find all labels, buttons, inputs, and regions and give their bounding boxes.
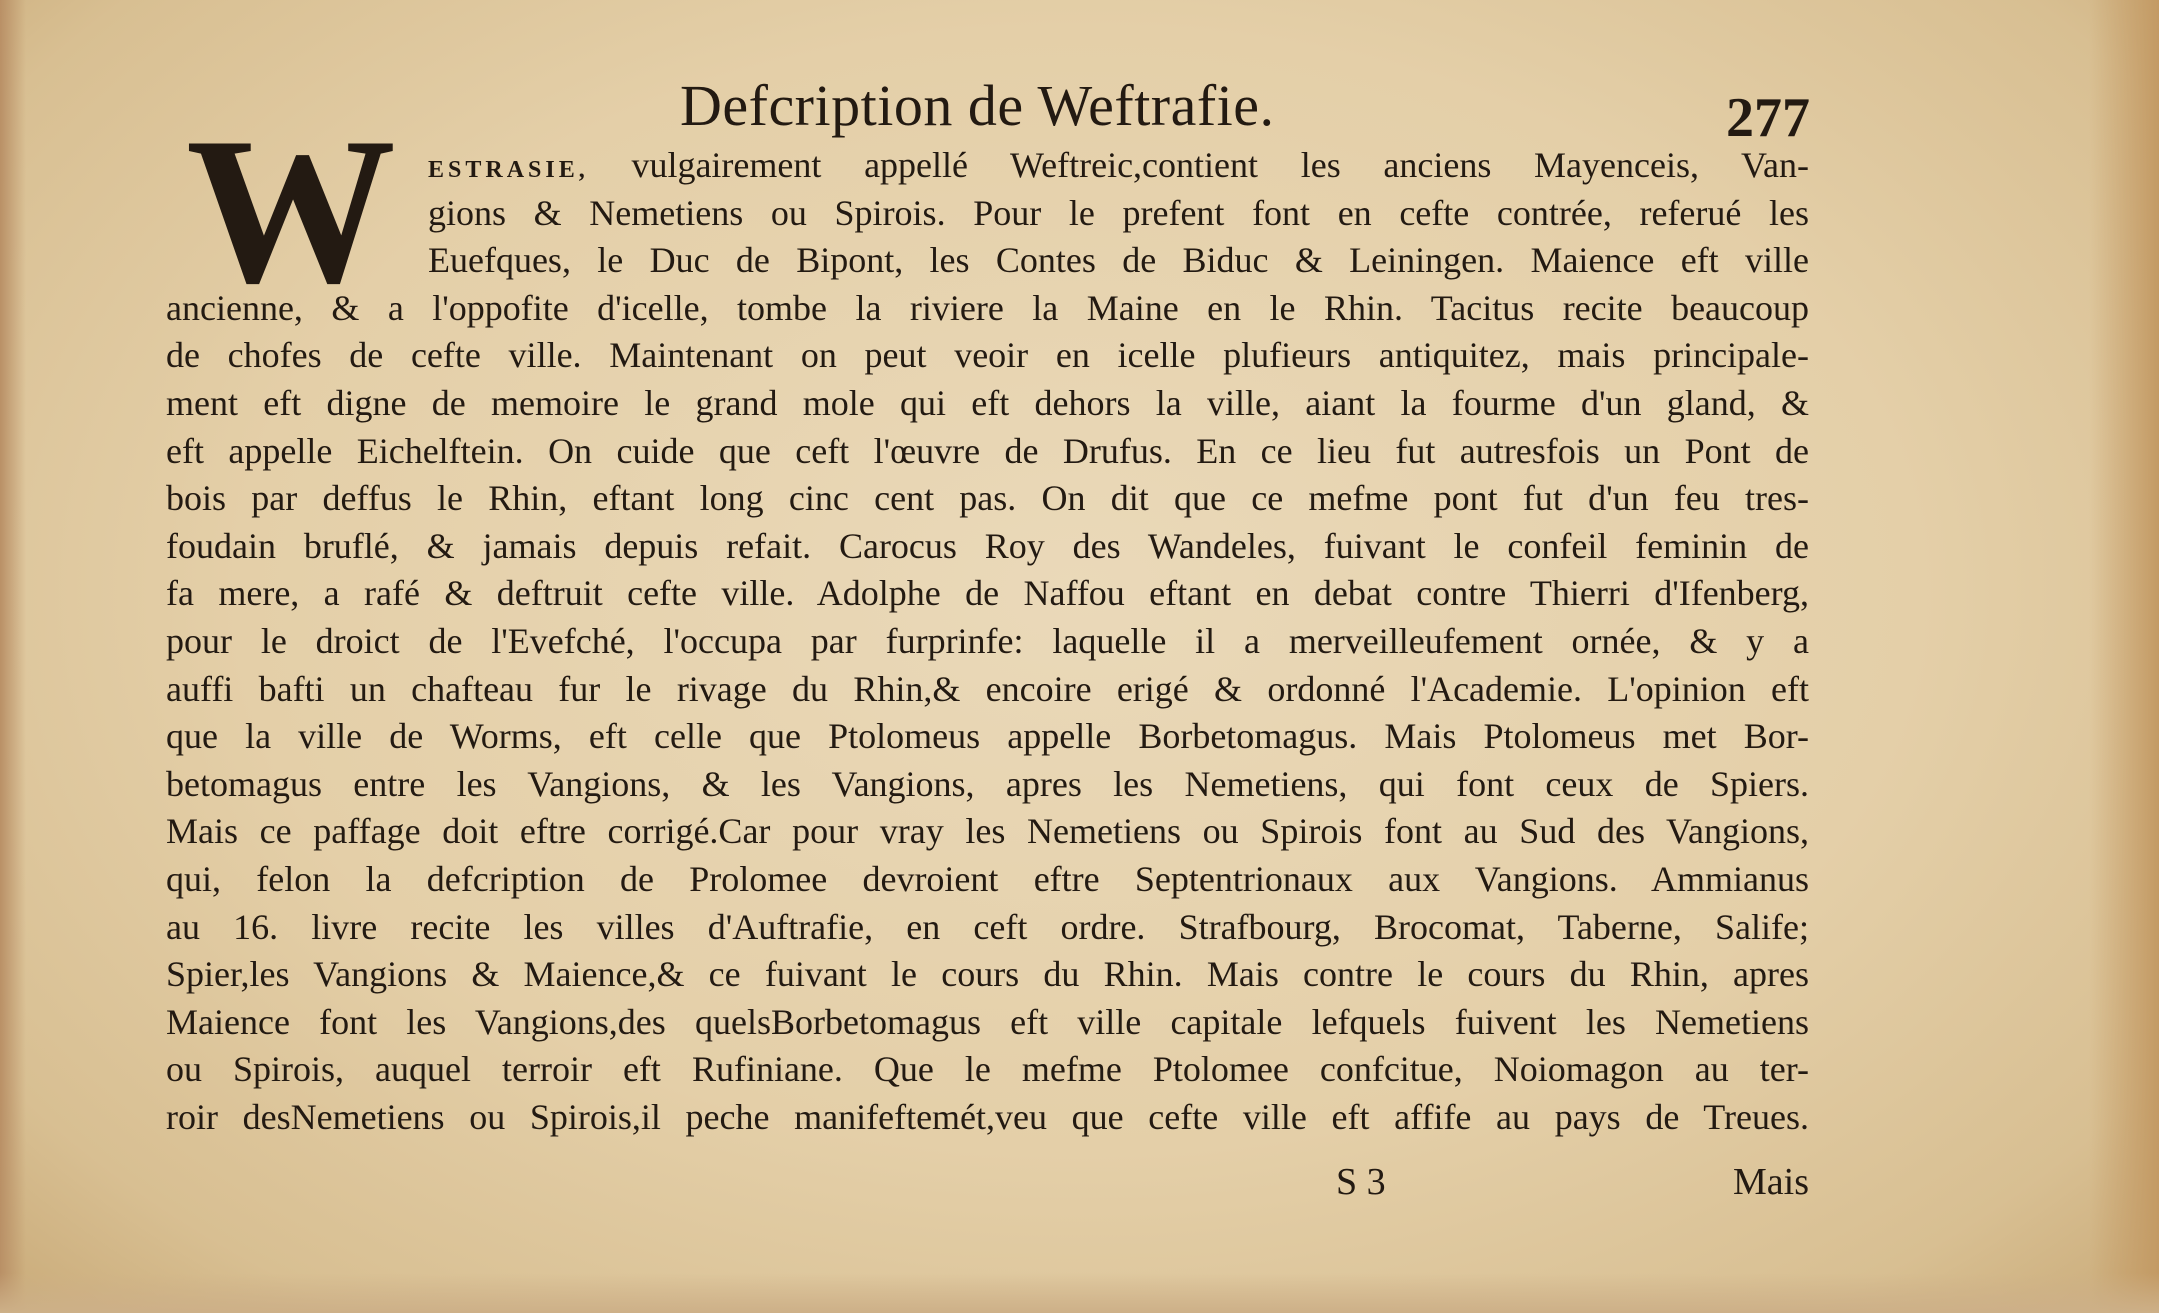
text-line: Spier,les Vangions & Maience,& ce fuivant le cours du Rhin. Mais contre le cours du Rhin, apres bbox=[166, 954, 1809, 995]
text-line: pour le droict de l'Evefché, l'occupa par furprinfe: laquelle il a merveilleufement ornée, & y a bbox=[166, 620, 1809, 661]
text-line: que la ville de Worms, eft celle que Ptolomeus appelle Borbetomagus. Mais Ptolomeus met Bor- bbox=[166, 716, 1809, 757]
page-footer bbox=[166, 1160, 1809, 1210]
text-line: qui, felon la defcription de Prolomee devroient eftre Septentrionaux aux Vangions. Ammianus bbox=[166, 858, 1809, 899]
text-line: ancienne, & a l'oppofite d'icelle, tombe la riviere la Maine en le Rhin. Tacitus recite beaucoup bbox=[166, 287, 1809, 328]
text-line: Euefques, le Duc de Bipont, les Contes de Biduc & Leiningen. Maience eft ville bbox=[428, 240, 1809, 281]
text-line: betomagus entre les Vangions, & les Vangions, apres les Nemetiens, qui font ceux de Spiers. bbox=[166, 763, 1809, 804]
text-line: Mais ce paffage doit eftre corrigé.Car pour vray les Nemetiens ou Spirois font au Sud des Vangions, bbox=[166, 811, 1809, 852]
text-line: roir desNemetiens ou Spirois,il peche manifeftemét,veu que cefte ville eft affife au pays de Treues. bbox=[166, 1096, 1809, 1137]
text-line: ou Spirois, auquel terroir eft Rufiniane. Que le mefme Ptolomee confcitue, Noiomagon au ter- bbox=[166, 1049, 1809, 1090]
text-line: bois par deffus le Rhin, eftant long cinc cent pas. On dit que ce mefme pont fut d'un feu tres- bbox=[166, 478, 1809, 519]
text-line: eft appelle Eichelftein. On cuide que ceft l'œuvre de Drufus. En ce lieu fut autresfois un Pont de bbox=[166, 430, 1809, 471]
text-line: gions & Nemetiens ou Spirois. Pour le prefent font en cefte contrée, referué les bbox=[428, 192, 1809, 233]
text-line: foudain bruflé, & jamais depuis refait. Carocus Roy des Wandeles, fuivant le confeil feminin de bbox=[166, 525, 1809, 566]
text-line: fa mere, a rafé & deftruit cefte ville. Adolphe de Naffou eftant en debat contre Thierri d'Ifenberg, bbox=[166, 573, 1809, 614]
page-edge-shadow-bottom bbox=[0, 1273, 2159, 1313]
drop-cap-initial: W bbox=[186, 95, 396, 327]
text-line: ment eft digne de memoire le grand mole qui eft dehors la ville, aiant la fourme d'un gland, & bbox=[166, 382, 1809, 423]
signature-mark: S 3 bbox=[1336, 1161, 1386, 1203]
text-line: Maience font les Vangions,des quelsBorbetomagus eft ville capitale lefquels fuivent les Nemetiens bbox=[166, 1001, 1809, 1042]
text-line-content: vulgairement appellé Weftreic,contient les anciens Mayenceis, Van- bbox=[631, 145, 1809, 185]
page-number: 277 bbox=[1726, 87, 1810, 149]
page-edge-shadow-right bbox=[2089, 0, 2159, 1313]
running-title: Defcription de Weftrafie. bbox=[680, 73, 1275, 138]
page-edge-shadow-left bbox=[0, 0, 26, 1313]
smallcaps-word: ESTRASIE, bbox=[428, 157, 589, 183]
text-line bbox=[428, 142, 1809, 190]
text-line: auffi bafti un chafteau fur le rivage du Rhin,& encoire erigé & ordonné l'Academie. L'opinion eft bbox=[166, 668, 1809, 709]
text-line: de chofes de cefte ville. Maintenant on peut veoir en icelle plufieurs antiquitez, mais principale- bbox=[166, 335, 1809, 376]
text-line: au 16. livre recite les villes d'Auftrafie, en ceft ordre. Strafbourg, Brocomat, Taberne, Salife; bbox=[166, 906, 1809, 947]
catchword: Mais bbox=[1733, 1161, 1809, 1203]
